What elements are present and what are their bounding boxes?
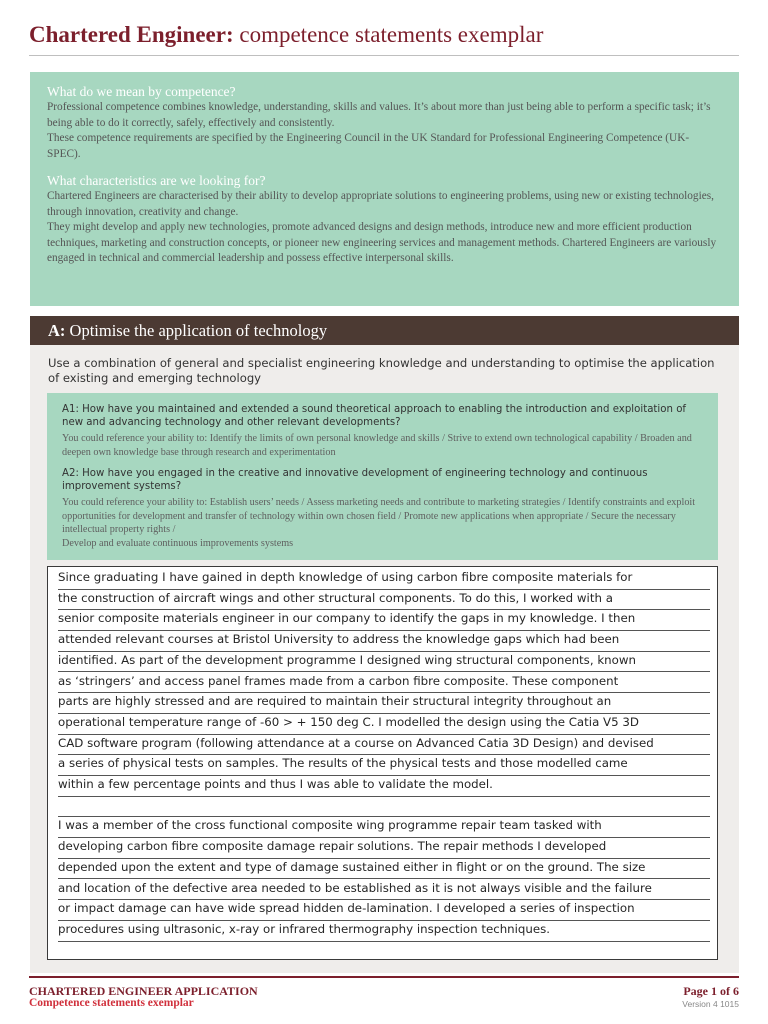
question-a1: A1: How have you maintained and extended a sound theoretical approach to enabling the introduction and exploitation of new and advancing technology and other relevant developments? <box>62 404 687 428</box>
intro-paragraph-3: Chartered Engineers are characterised by their ability to develop appropriate solutions to engineering problems, using new or existing technologies, through innovation, creativity and change. <box>47 190 714 218</box>
answer-line: within a few percentage points and thus I was able to validate the model. <box>58 775 710 797</box>
section-header <box>30 316 739 345</box>
footer-subtitle: Competence statements exemplar <box>29 997 194 1009</box>
intro-heading-characteristics: What characteristics are we looking for? <box>47 173 266 188</box>
intro-panel <box>30 72 739 306</box>
answer-line: senior composite materials engineer in our company to identify the gaps in my knowledge. I then <box>58 609 710 631</box>
section-title: Optimise the application of technology <box>69 321 328 340</box>
answer-line: I was a member of the cross functional composite wing programme repair team tasked with <box>58 816 710 838</box>
intro-paragraph-2: These competence requirements are specified by the Engineering Council in the UK Standard for Professional Engineering Competence (UK-SPEC). <box>47 132 690 160</box>
answer-line: depended upon the extent and type of damage sustained either in flight or on the ground. The size <box>58 858 710 880</box>
intro-heading-competence: What do we mean by competence? <box>47 84 236 99</box>
header-divider <box>29 55 739 56</box>
question-panel <box>47 393 718 560</box>
answer-line: procedures using ultrasonic, x-ray or infrared thermography inspection techniques. <box>58 920 710 942</box>
intro-paragraph-4: They might develop and apply new technologies, promote advanced designs and design methods, introduce new and more efficient production techniques, marketing and construction concepts, or pioneer new engineering services and management methods. Chartered Engineers are variously engaged in technical and commercial leadership and possess effective interpersonal skills. <box>47 221 717 264</box>
page-title <box>29 22 543 48</box>
answer-line: attended relevant courses at Bristol University to address the knowledge gaps which had been <box>58 630 710 652</box>
answer-line: and location of the defective area needed to be established as it is not always visible and the failure <box>58 879 710 901</box>
title-bold: Chartered Engineer: <box>29 22 234 47</box>
title-subtitle: competence statements exemplar <box>239 22 544 47</box>
answer-line: operational temperature range of -60 > + 150 deg C. I modelled the design using the Catia V5 3D <box>58 713 710 735</box>
answer-line: or impact damage can have wide spread hidden de-lamination. I developed a series of inspection <box>58 899 710 921</box>
answer-textarea[interactable] <box>47 566 718 960</box>
footer-divider <box>29 976 739 978</box>
footer-application: CHARTERED ENGINEER APPLICATION <box>29 984 258 998</box>
hint-a2-text: You could reference your ability to: Establish users’ needs / Assess marketing needs and contribute to marketing strategies / Identify constraints and exploit opportunities for development and transfer of technology within own chosen field / Promote new applications when appropriate / Secure the necessary intellectual property rights / <box>62 497 696 535</box>
hint-a2 <box>62 496 703 550</box>
hint-a1: You could reference your ability to: Identify the limits of own personal knowledge and skills / Strive to extend own technological capability / Broaden and deepen own knowledge base through research and experimentation <box>62 433 692 458</box>
answer-line: as ‘stringers’ and access panel frames made from a carbon fibre composite. These component <box>58 672 710 694</box>
question-a2: A2: How have you engaged in the creative and innovative development of engineering technology and continuous improvement systems? <box>62 468 648 492</box>
answer-line: CAD software program (following attendance at a course on Advanced Catia 3D Design) and devised <box>58 734 710 756</box>
footer-page-number: Page 1 of 6 <box>683 984 739 998</box>
intro-paragraph-1: Professional competence combines knowledge, understanding, skills and values. It’s about more than just being able to perform a specific task; it’s being able to do it correctly, safely, effectively and consistently. <box>47 101 711 129</box>
answer-line: a series of physical tests on samples. The results of the physical tests and those modelled came <box>58 754 710 776</box>
answer-line: identified. As part of the development programme I designed wing structural components, known <box>58 651 710 673</box>
answer-line: parts are highly stressed and are required to maintain their structural integrity throughout an <box>58 692 710 714</box>
answer-line: Since graduating I have gained in depth knowledge of using carbon fibre composite materials for <box>58 568 710 590</box>
section-letter: A: <box>48 321 66 340</box>
hint-a2-text-end: Develop and evaluate continuous improvements systems <box>62 537 294 549</box>
answer-line: the construction of aircraft wings and other structural components. To do this, I worked with a <box>58 589 710 611</box>
section-lead: Use a combination of general and specialist engineering knowledge and understanding to optimise the application of existing and emerging technology <box>48 356 715 385</box>
answer-line: developing carbon fibre composite damage repair solutions. The repair methods I developed <box>58 837 710 859</box>
answer-line <box>58 796 710 818</box>
footer-version: Version 4 1015 <box>682 999 739 1009</box>
